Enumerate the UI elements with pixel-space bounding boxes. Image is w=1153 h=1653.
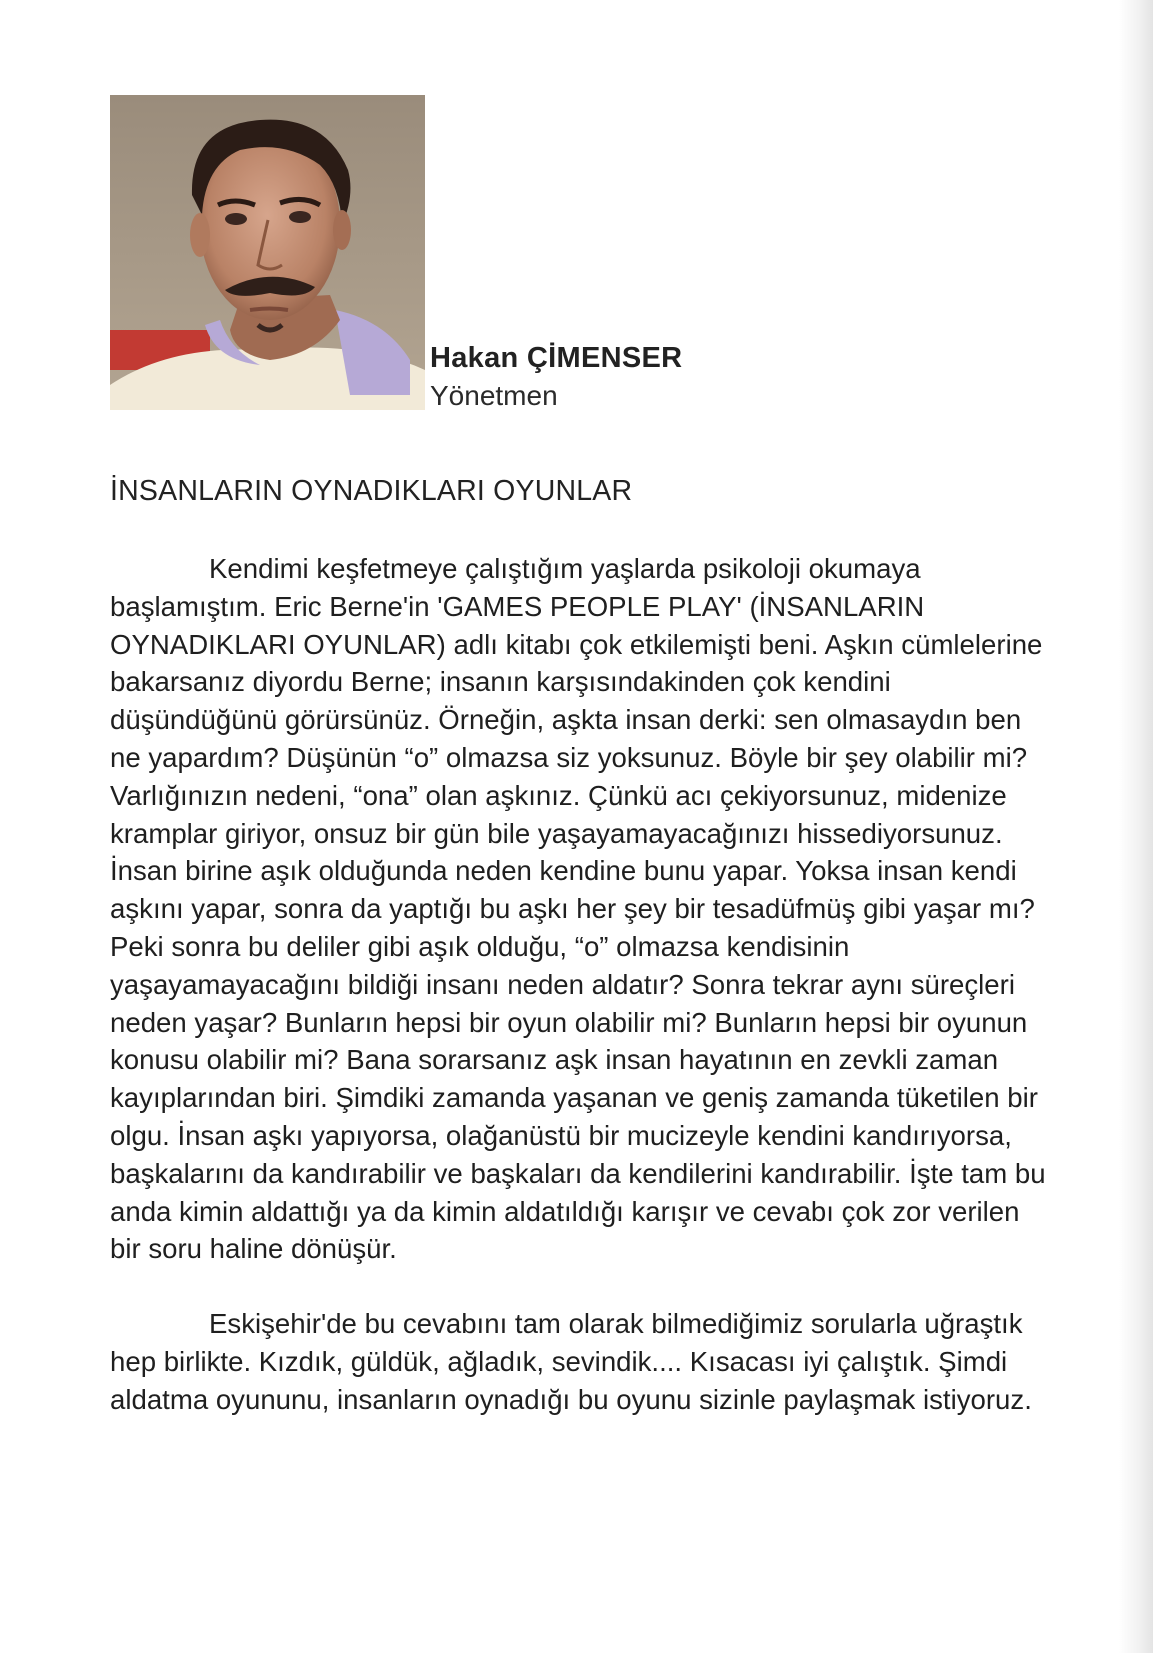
page-edge-shadow — [1119, 0, 1153, 1653]
article-body — [110, 550, 1050, 1419]
paragraph-eskisehir: Eskişehir'de bu cevabını tam olarak bilmediğimiz sorularla uğraştık hep birlikte. Kızdık, güldük, ağladık, sevindik.... Kısacası iyi çalıştık. Şimdi aldatma oyununu, insanların oynadığı bu oyunu sizinle paylaşmak istiyoruz. — [110, 1308, 1032, 1415]
author-name: Hakan ÇİMENSER — [430, 342, 683, 374]
author-info — [430, 340, 682, 414]
author-portrait-photo — [110, 95, 425, 410]
paragraph-love: İnsan birine aşık olduğunda neden kendine bunu yapar. Yoksa insan kendi aşkını yapar, sonra da yaptığı bu aşkı her şey bir tesadüfmüş gibi yaşar mı? Peki sonra bu deliler gibi aşık olduğu, “o” olmazsa kendisinin yaşayamayacağını bildiği insanı neden aldatır? Sonra tekrar aynı süreçleri neden yaşar? Bunların hepsi bir oyun olabilir mi? Bunların hepsi bir oyunun konusu olabilir mi? Bana sorarsanız aşk insan hayatının en zevkli zaman kayıplarından biri. Şimdiki zamanda yaşanan ve geniş zamanda tüketilen bir olgu. İnsan aşkı yapıyorsa, olağanüstü bir mucizeyle kendini kandırıyorsa, başkalarını da kandırabilir ve başkaları da kendilerini kandırabilir. İşte tam bu anda kimin aldattığı ya da kimin aldatıldığı karışır ve cevabı çok zor verilen bir soru haline dönüşür. — [110, 855, 1046, 1265]
article-title: İNSANLARIN OYNADIKLARI OYUNLAR — [110, 475, 633, 507]
paragraph-intro: Kendimi keşfetmeye çalıştığım yaşlarda psikoloji okumaya başlamıştım. Eric Berne'in 'GAMES PEOPLE PLAY' (İNSANLARIN OYNADIKLARI OYUNLAR) adlı kitabı çok etkilemişti beni. Aşkın cümlelerine bakarsanız diyordu Berne; insanın karşısındakinden çok kendini düşündüğünü görürsünüz. Örneğin, aşkta insan derki: sen olmasaydın ben ne yapardım? Düşünün “o” olmazsa siz yoksunuz. Böyle bir şey olabilir mi? Varlığınızın nedeni, “ona” olan aşkınız. Çünkü acı çekiyorsunuz, midenize kramplar giriyor, onsuz bir gün bile yaşayamayacağınızı hissediyorsunuz. — [110, 553, 1043, 849]
author-role: Yönetmen — [430, 380, 558, 411]
